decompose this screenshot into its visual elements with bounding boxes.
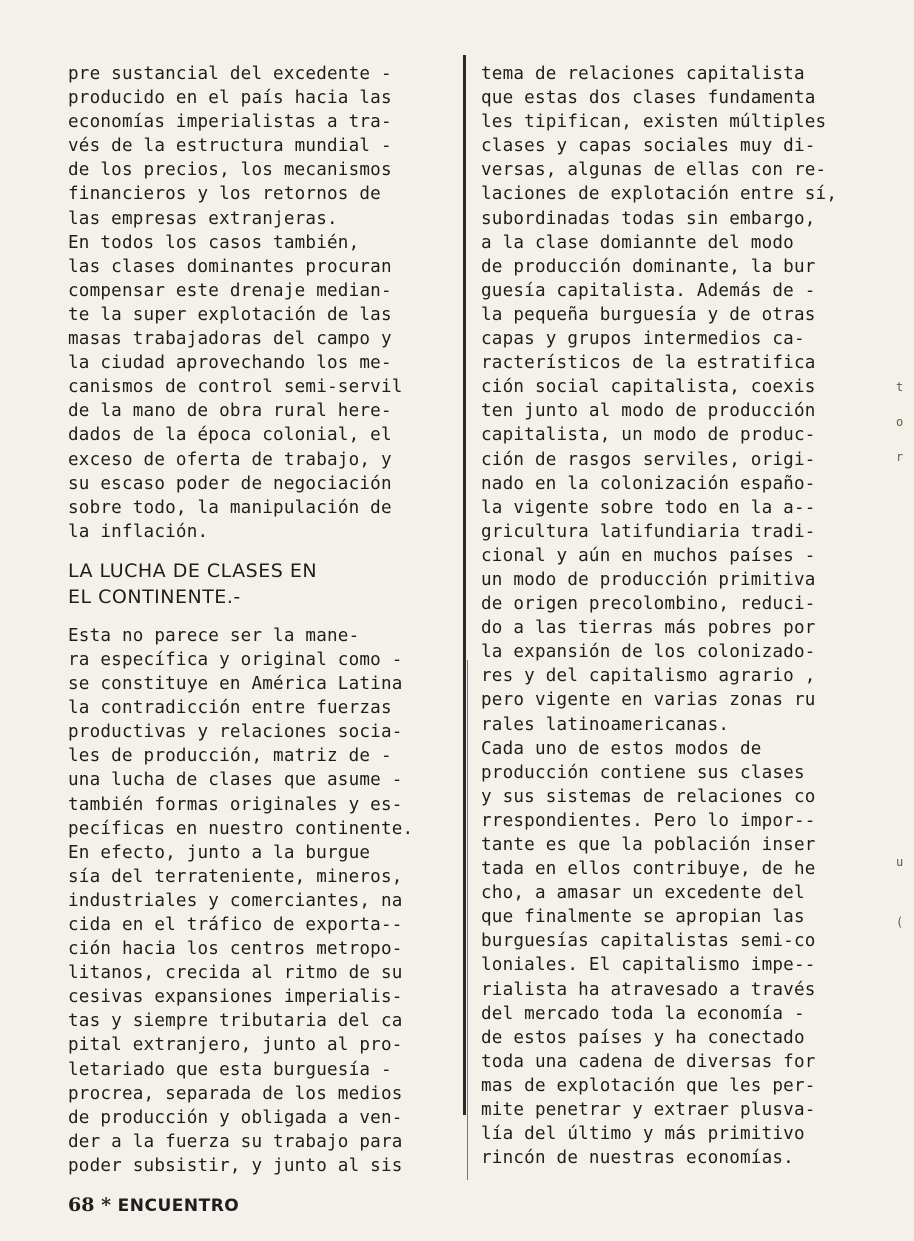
text-line: pital extranjero, junto al pro-	[68, 1035, 403, 1056]
text-line: la ciudad aprovechando los me-	[68, 353, 392, 374]
text-line: loniales. El capitalismo impe--	[481, 955, 816, 976]
text-line: pre sustancial del excedente -	[68, 64, 392, 84]
text-line: rrespondientes. Pero lo impor--	[481, 810, 816, 831]
margin-mark: r	[896, 450, 904, 464]
text-line: también formas originales y es-	[68, 794, 403, 815]
text-line: tada en ellos contribuye, de he	[481, 859, 816, 880]
text-line: sobre todo, la manipulación de	[68, 497, 392, 518]
text-line: financieros y los retornos de	[68, 184, 381, 205]
text-line: productivas y relaciones socia-	[68, 722, 403, 743]
text-line: las empresas extranjeras.	[68, 208, 338, 229]
text-line: las clases dominantes procuran	[68, 256, 392, 277]
text-line: toda una cadena de diversas for	[481, 1051, 816, 1072]
right-paragraph-1	[481, 62, 837, 737]
text-line: gricultura latifundiaria tradi-	[481, 521, 816, 542]
text-line: un modo de producción primitiva	[481, 569, 816, 590]
page-footer	[68, 1194, 239, 1216]
text-line: la inflación.	[68, 521, 209, 542]
text-line: Cada uno de estos modos de	[481, 738, 762, 759]
text-line: En efecto, junto a la burgue	[68, 842, 371, 863]
text-line: economías imperialistas a tra-	[68, 112, 392, 133]
text-line: la expansión de los colonizado-	[481, 642, 816, 663]
text-line: cho, a amasar un excedente del	[481, 883, 805, 904]
left-paragraph-1	[68, 62, 413, 231]
text-line: compensar este drenaje median-	[68, 280, 392, 301]
text-line: burguesías capitalistas semi-co	[481, 931, 816, 952]
text-line: les de producción, matriz de -	[68, 746, 392, 767]
text-line: poder subsistir, y junto al sis	[68, 1155, 403, 1176]
text-line: mas de explotación que les per-	[481, 1075, 816, 1096]
column-divider	[463, 55, 466, 1115]
text-line: tema de relaciones capitalista	[481, 64, 805, 84]
text-line: te la super explotación de las	[68, 304, 392, 325]
text-line: res y del capitalismo agrario ,	[481, 666, 816, 687]
text-line: ción hacia los centros metropo-	[68, 939, 403, 960]
text-line: industriales y comerciantes, na	[68, 890, 403, 911]
text-line: Esta no parece ser la mane-	[68, 625, 360, 646]
star-icon: *	[101, 1194, 112, 1216]
text-line: exceso de oferta de trabajo, y	[68, 449, 392, 470]
text-line: nado en la colonización españo-	[481, 473, 816, 494]
text-line: de producción y obligada a ven-	[68, 1107, 403, 1128]
text-line: sía del terrateniente, mineros,	[68, 866, 403, 887]
text-line: guesía capitalista. Además de -	[481, 280, 816, 301]
text-line: que estas dos clases fundamenta	[481, 88, 816, 109]
left-paragraph-2	[68, 231, 413, 544]
text-line: ra específica y original como -	[68, 649, 403, 670]
section-heading	[68, 558, 413, 610]
text-line: a la clase domiannte del modo	[481, 232, 794, 253]
text-line: canismos de control semi-servil	[68, 377, 403, 398]
text-line: mite penetrar y extraer plusva-	[481, 1100, 816, 1121]
page-number: 68	[68, 1194, 95, 1216]
text-line: clases y capas sociales muy di-	[481, 136, 816, 157]
text-line: racterísticos de la estratifica	[481, 353, 816, 374]
text-line: de origen precolombino, reduci-	[481, 594, 816, 615]
text-line: la vigente sobre todo en la a--	[481, 497, 816, 518]
right-paragraph-2	[481, 737, 837, 1171]
text-line: vés de la estructura mundial -	[68, 136, 392, 157]
text-line: do a las tierras más pobres por	[481, 618, 816, 639]
text-line: tante es que la población inser	[481, 835, 816, 855]
text-line: de estos países y ha conectado	[481, 1027, 805, 1048]
text-line: litanos, crecida al ritmo de su	[68, 963, 403, 984]
text-line: producción contiene sus clases	[481, 762, 805, 783]
text-line: la pequeña burguesía y de otras	[481, 304, 816, 325]
text-line: dados de la época colonial, el	[68, 425, 392, 446]
text-line: tas y siempre tributaria del ca	[68, 1011, 403, 1032]
text-line: cesivas expansiones imperialis-	[68, 987, 403, 1008]
text-line: ten junto al modo de producción	[481, 401, 816, 422]
text-line: ción de rasgos serviles, origi-	[481, 449, 816, 470]
text-line: les tipifican, existen múltiples	[481, 112, 827, 133]
text-line: En todos los casos también,	[68, 232, 360, 253]
text-line: der a la fuerza su trabajo para	[68, 1131, 403, 1152]
text-line: capas y grupos intermedios ca-	[481, 329, 805, 350]
text-line: una lucha de clases que asume -	[68, 770, 403, 791]
text-line: laciones de explotación entre sí,	[481, 184, 838, 205]
left-paragraph-3	[68, 624, 413, 841]
left-column	[68, 62, 413, 1178]
text-line: ción social capitalista, coexis	[481, 377, 816, 398]
text-line: capitalista, un modo de produc-	[481, 425, 816, 446]
text-line: que finalmente se apropian las	[481, 907, 805, 928]
text-line: LA LUCHA DE CLASES EN	[68, 559, 318, 582]
text-line: cional y aún en muchos países -	[481, 545, 816, 566]
text-line: de los precios, los mecanismos	[68, 160, 392, 181]
text-line: subordinadas todas sin embargo,	[481, 208, 816, 229]
text-line: pero vigente en varias zonas ru	[481, 690, 816, 711]
text-line: rialista ha atravesado a través	[481, 979, 816, 1000]
right-column	[481, 62, 837, 1170]
text-line: del mercado toda la economía -	[481, 1003, 805, 1024]
text-line: producido en el país hacia las	[68, 88, 392, 109]
text-line: cida en el tráfico de exporta--	[68, 915, 403, 935]
text-line: rales latinoamericanas.	[481, 714, 730, 735]
margin-mark: o	[896, 415, 904, 429]
margin-mark: (	[896, 915, 904, 929]
text-line: de la mano de obra rural here-	[68, 401, 392, 422]
text-line: se constituye en América Latina	[68, 674, 403, 695]
column-divider-secondary	[467, 660, 468, 1180]
left-paragraph-4	[68, 841, 413, 1178]
margin-mark: t	[896, 380, 904, 394]
margin-mark: u	[896, 855, 904, 869]
text-line: procrea, separada de los medios	[68, 1083, 403, 1104]
text-line: y sus sistemas de relaciones co	[481, 786, 816, 807]
magazine-name: ENCUENTRO	[117, 1196, 240, 1216]
text-line: la contradicción entre fuerzas	[68, 698, 392, 719]
text-line: lía del último y más primitivo	[481, 1124, 805, 1145]
text-line: masas trabajadoras del campo y	[68, 329, 392, 350]
text-line: su escaso poder de negociación	[68, 473, 392, 494]
text-line: EL CONTINENTE.-	[68, 585, 241, 608]
text-line: versas, algunas de ellas con re-	[481, 160, 827, 181]
text-line: de producción dominante, la bur	[481, 256, 816, 277]
text-line: rincón de nuestras economías.	[481, 1148, 794, 1169]
text-line: letariado que esta burguesía -	[68, 1059, 392, 1080]
text-line: pecíficas en nuestro continente.	[68, 818, 414, 839]
